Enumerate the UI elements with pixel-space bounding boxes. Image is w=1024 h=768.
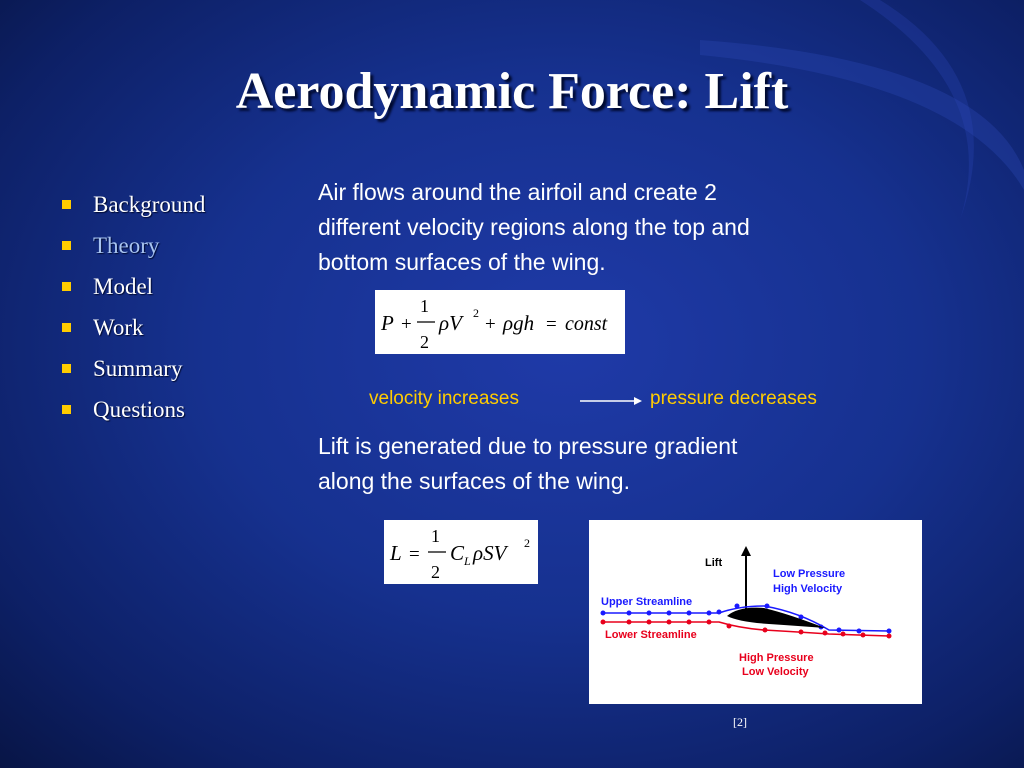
text-line: different velocity regions along the top and bbox=[318, 214, 750, 240]
nav-item-label: Work bbox=[93, 314, 144, 340]
text-line: Lift is generated due to pressure gradient bbox=[318, 433, 738, 459]
slide-title: Aerodynamic Force: Lift bbox=[235, 63, 789, 120]
eq-symbol: 2 bbox=[473, 306, 479, 320]
eq-symbol: ρV bbox=[439, 311, 462, 335]
low-pressure-label: Low Pressure bbox=[773, 568, 846, 580]
eq-symbol: 2 bbox=[524, 536, 530, 550]
velocity-increases-label: velocity increases bbox=[369, 388, 519, 409]
upper-streamline-label: Upper Streamline bbox=[601, 596, 693, 608]
eq-symbol: 2 bbox=[431, 562, 440, 582]
lower-streamline-label: Lower Streamline bbox=[605, 629, 697, 641]
arrow-right-icon bbox=[580, 396, 642, 406]
nav-item-background[interactable] bbox=[60, 184, 205, 225]
citation: [2] bbox=[733, 715, 747, 729]
lift-equation bbox=[384, 520, 538, 584]
eq-symbol: L bbox=[464, 554, 471, 568]
lift-label: Lift bbox=[705, 557, 723, 569]
eq-symbol: ρSV bbox=[473, 541, 507, 565]
eq-symbol: 1 bbox=[431, 526, 440, 546]
eq-symbol: + bbox=[401, 314, 412, 335]
eq-symbol: P bbox=[381, 311, 394, 335]
paragraph-velocity-regions bbox=[318, 175, 878, 280]
nav-item-label: Questions bbox=[93, 396, 185, 422]
paragraph-lift-generated bbox=[318, 429, 878, 499]
low-velocity-label: Low Velocity bbox=[742, 666, 809, 678]
eq-symbol: L bbox=[390, 541, 402, 565]
nav-item-summary[interactable] bbox=[60, 348, 205, 389]
nav-item-label: Theory bbox=[93, 232, 160, 258]
nav-item-label: Summary bbox=[93, 355, 183, 381]
nav-item-questions[interactable] bbox=[60, 389, 205, 430]
eq-symbol: + bbox=[485, 314, 496, 335]
text-line: bottom surfaces of the wing. bbox=[318, 249, 606, 275]
eq-symbol: 1 bbox=[420, 296, 429, 316]
bullet-icon bbox=[62, 364, 71, 373]
arrow-up-icon bbox=[741, 546, 751, 556]
airfoil-shape bbox=[727, 608, 825, 628]
text-line: Air flows around the airfoil and create 2 bbox=[318, 179, 717, 205]
bullet-icon bbox=[62, 200, 71, 209]
nav-item-label: Model bbox=[93, 273, 154, 299]
bernoulli-equation bbox=[375, 290, 625, 354]
airfoil-diagram bbox=[589, 520, 922, 704]
nav-list bbox=[60, 184, 205, 430]
bullet-icon bbox=[62, 405, 71, 414]
eq-symbol: C bbox=[450, 541, 465, 565]
nav-item-model[interactable] bbox=[60, 266, 205, 307]
nav-item-label: Background bbox=[93, 191, 206, 217]
eq-symbol: ρgh bbox=[503, 311, 535, 335]
pressure-decreases-label: pressure decreases bbox=[650, 388, 817, 409]
nav-item-theory[interactable] bbox=[60, 225, 205, 266]
bullet-icon bbox=[62, 323, 71, 332]
text-line: along the surfaces of the wing. bbox=[318, 468, 630, 494]
nav-item-work[interactable] bbox=[60, 307, 205, 348]
bullet-icon bbox=[62, 282, 71, 291]
eq-symbol: = bbox=[409, 544, 420, 565]
high-pressure-label: High Pressure bbox=[739, 652, 814, 664]
high-velocity-label: High Velocity bbox=[773, 583, 843, 595]
bullet-icon bbox=[62, 241, 71, 250]
eq-symbol: 2 bbox=[420, 332, 429, 352]
eq-symbol: const bbox=[565, 313, 608, 335]
eq-symbol: = bbox=[546, 314, 557, 335]
